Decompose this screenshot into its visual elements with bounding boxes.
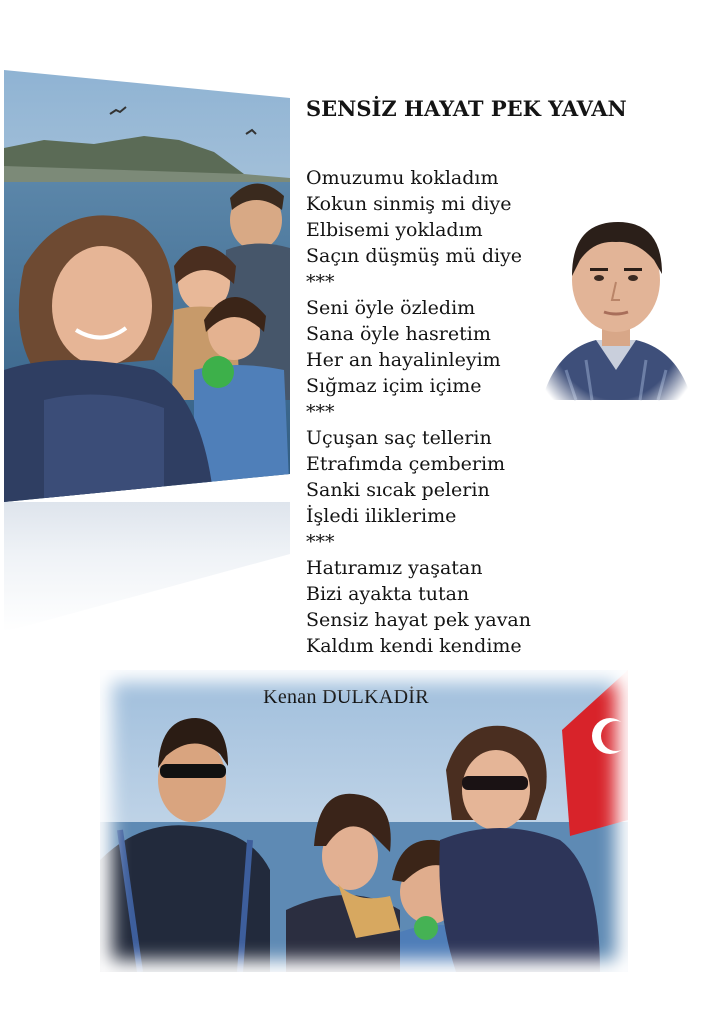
family-boat-photo [100, 670, 628, 972]
poem-line: Omuzumu kokladım [306, 167, 499, 189]
family-selfie-photo [4, 70, 290, 502]
poem-line: Her an hayalinleyim [306, 349, 501, 371]
poem-line: Sana öyle hasretim [306, 323, 491, 345]
poem-line: Sanki sıcak pelerin [306, 479, 490, 501]
poem-line: Uçuşan saç tellerin [306, 427, 492, 449]
poem-line: Hatıramız yaşatan [306, 557, 483, 579]
author-name: Kenan DULKADİR [263, 686, 429, 708]
poem-line: Kokun sinmiş mi diye [306, 193, 512, 215]
poem-line: Kaldım kendi kendime [306, 635, 522, 657]
poem-line: Etrafımda çemberim [306, 453, 506, 475]
poem-line: İşledi iliklerime [306, 505, 457, 527]
photo-reflection [4, 502, 290, 632]
stanza-separator: *** [306, 401, 335, 423]
author-portrait [536, 200, 696, 410]
stanza-separator: *** [306, 271, 335, 293]
poem-body [306, 165, 556, 659]
poem-line: Elbisemi yokladım [306, 219, 483, 241]
poem-line: Sığmaz içim içime [306, 375, 482, 397]
poem-line: Seni öyle özledim [306, 297, 476, 319]
stanza-separator: *** [306, 531, 335, 553]
poem-line: Sensiz hayat pek yavan [306, 609, 531, 631]
poem-line: Saçın düşmüş mü diye [306, 245, 523, 267]
poem-title: SENSİZ HAYAT PEK YAVAN [306, 96, 627, 121]
poem-line: Bizi ayakta tutan [306, 583, 470, 605]
